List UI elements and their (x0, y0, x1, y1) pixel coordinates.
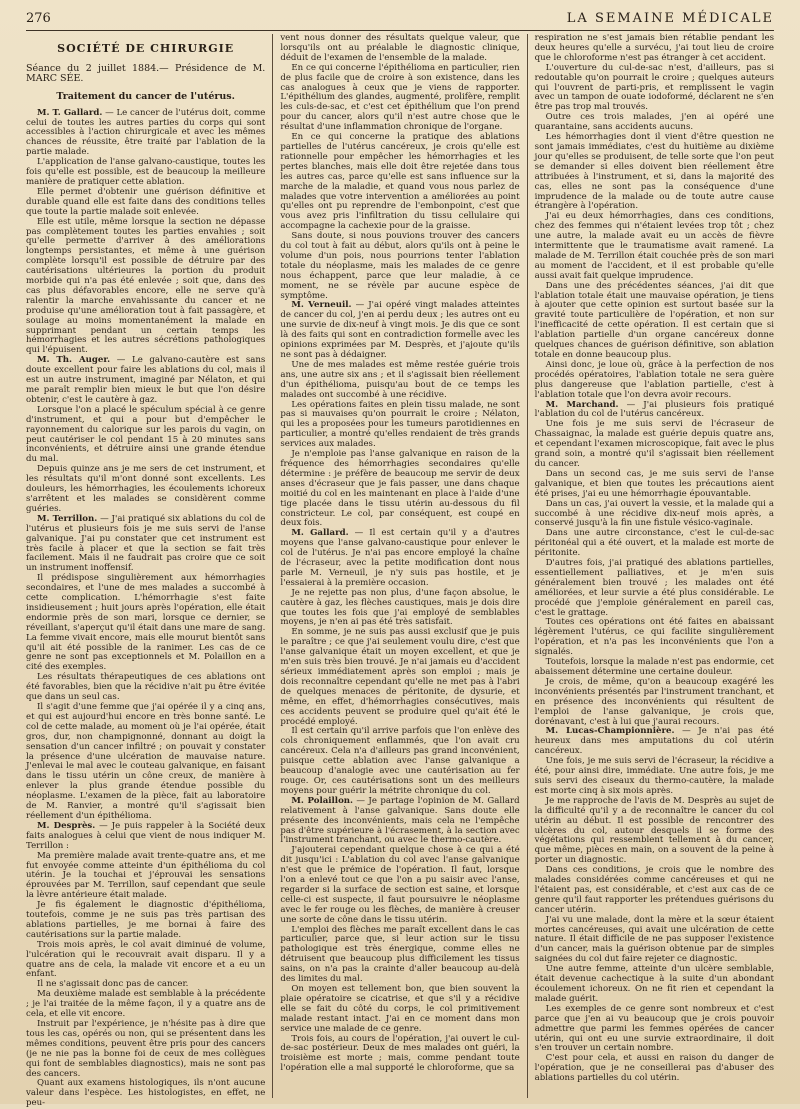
paragraph (535, 282, 774, 361)
paragraph-text: J'ai eu deux hémorrhagies, dans ces conditions, chez des femmes qui n'étaient levées trop tôt ; chez une autre, la malade avait eu un accès de fièvre intermittente que le traumatisme avait ramené. La malade de M. Terrillon était couchée près de son mari au moment de l'accident, et il est probable qu'elle aussi avait fait quelque imprudence. (534, 211, 774, 281)
speaker-name: M. Lucas-Championnière. (545, 726, 675, 737)
paragraph-text: vent nous donner des résultats quelque valeur, que lorsqu'ils ont au préalable le diagnostic clinique, déduit de l'examen de l'ensemble de la malade. (280, 33, 520, 63)
paragraph-text: — J'ai plusieurs fois pratiqué l'ablation du col de l'utérus cancéreux. (534, 399, 774, 420)
paragraph (280, 985, 519, 1035)
paragraph (26, 574, 265, 673)
paragraph-text: Depuis quinze ans je me sers de cet instrument, et les résultats qu'il m'ont donné sont excellents. Les douleurs, les hémorrhagies, les écoulements ichoreux s'arrêtent et les malades se considèrent comme guéries. (26, 464, 266, 514)
page-header (26, 6, 774, 31)
paragraph (535, 559, 774, 618)
speaker-name: M. Desprès. (37, 820, 96, 831)
paragraph-text: L'ouverture du cul-de-sac n'est, d'ailleurs, pas si redoutable qu'on pourrait le croire ; quelques auteurs qui l'ouvrent de parti-pris, et remplissent le vagin avec un tampon de ouate iodoformé, déclarent ne s'en être pas trop mal trouvés. (534, 62, 774, 113)
speaker-name: M. Marchand. (545, 399, 619, 410)
speaker-name: M. Th. Auger. (37, 355, 111, 366)
paragraph (535, 113, 774, 133)
paragraph (280, 1035, 519, 1075)
paragraph (280, 34, 519, 64)
paragraph (26, 356, 265, 406)
paragraph (26, 158, 265, 188)
paragraph (535, 916, 774, 966)
paragraph (535, 361, 774, 401)
paragraph-text: respiration ne s'est jamais bien rétablie pendant les deux heures qu'elle a survécu, j'ai tout lieu de croire que le chloroforme n'est pas étranger à cet accident. (534, 33, 774, 63)
paragraph-text: Toutes ces opérations ont été faites en abaissant légèrement l'utérus, ce qui facilite singulièrement l'opération, et n'a pas les inconvénients que l'on a signalés. (534, 617, 774, 658)
paragraph-text: Il est certain qu'il arrive parfois que l'on enlève des cols chroniquement enflammés, que l'on avait cru cancéreux. Cela n'a d'ailleurs pas grand inconvénient, puisque cette ablation avec l'anse galvanique a beaucoup d'analogie avec une cautérisation au fer rouge. Or, ces cautérisations sont un des meilleurs moyens pour guérir la métrite chronique du col. (280, 726, 520, 796)
paragraph-text: Lorsque l'on a placé le spéculum spécial à ce genre d'instrument, et qui a pour but d'empêcher le rayonnement du calorique sur les parois du vagin, on peut cautériser le col pendant 15 à 20 minutes sans inconvénients, et détruire ainsi une grande étendue du mal. (26, 404, 266, 465)
page-number: 276 (26, 10, 51, 26)
paragraph-text: D'autres fois, j'ai pratiqué des ablations partielles, essentiellement palliatives, et je m'en suis généralement bien trouvé ; les malades ont été améliorées, et leur survie a été plus considérable. Le procédé que j'emploie généralement en pareil cas, c'est le grattage. (534, 558, 774, 618)
paragraph-text: Instruit par l'expérience, je n'hésite pas à dire que tous les cas, opérés ou non, qui se présentent dans les mêmes conditions, peuvent être pris pour des cancers (je ne nie pas la bonne foi de ceux de mes collègues qui font de semblables diagnostics), mais ne sont pas des cancers. (26, 1019, 266, 1079)
paragraph-text: Sans doute, si nous pouvions trouver des cancers du col tout à fait au début, alors qu'ils ont à peine le volume d'un pois, nous pourrions tenter l'ablation totale du néoplasme, mais les malades de ce genre nous échappent, parce que leur maladie, à ce moment, ne se révèle par aucune espèce de symptôme. (280, 231, 520, 301)
article-columns (26, 33, 774, 1109)
paragraph (280, 846, 519, 925)
paragraph-text: — Le cancer de l'utérus doit, comme celui de toutes les autres parties du corps qui sont accessibles à l'action chirurgicale et avec les mêmes chances de réussite, être traité par l'ablation de la partie malade. (26, 107, 266, 158)
paragraph (535, 678, 774, 728)
paragraph-text: Je crois, de même, qu'on a beaucoup exagéré les inconvénients présentés par l'instrument tranchant, et en présence des inconvénients qui résultent de l'emploi de l'anse galvanique, je crois que, dorénavant, c'est à lui que j'aurai recours. (534, 676, 774, 727)
paragraph-text: J'ajouterai cependant quelque chose à ce qui a été dit jusqu'ici : L'ablation du col avec l'anse galvanique n'est que le prémice de l'opération. Il faut, lorsque l'on a enlevé tout ce que l'on a pu saisir avec l'anse, regarder si la surface de section est saine, et lorsque celle-ci est suspecte, il faut poursuivre le néoplasme avec le fer rouge ou les flèches, de manière à creuser une sorte de cône dans le tissu utérin. (280, 845, 520, 925)
paragraph (535, 64, 774, 114)
paragraph (280, 628, 519, 727)
column-1 (26, 34, 266, 1109)
paragraph-text: Les résultats thérapeutiques de ces ablations ont été favorables, bien que la récidive n'ait pu être évitée que dans un seul cas. (26, 672, 266, 703)
paragraph-text: Dans une des précédentes séances, j'ai dit que l'ablation totale était une mauvaise opération, je tiens à ajouter que cette opinion est surtout basée sur la gravité toute particulière de l'opération, et non sur l'inefficacité de cette opération. Il est certain que si l'ablation partielle d'un organe cancéreux donne quelques chances de guérison définitive, son ablation totale en donne beaucoup plus. (534, 280, 774, 360)
paragraph-text: Outre ces trois malades, j'en ai opéré une quarantaine, sans accidents aucuns. (534, 112, 774, 133)
paragraph (280, 529, 519, 588)
paragraph-text: En ce qui concerne la pratique des ablations partielles de l'utérus cancéreux, je crois qu'elle est rationnelle pour empêcher les hémorrhagies et les pertes blanches, mais elle doit être rejetée dans tous les autres cas, parce qu'elle est sans influence sur la marche de la maladie, et quand vous nous parlez de malades que votre intervention a améliorées au point qu'elles ont pu reprendre de l'embonpoint, c'est que vous avez pris l'infiltration du tissu cellulaire qui accompagne la cachexie pour de la graisse. (280, 132, 520, 232)
paragraph (535, 797, 774, 866)
paragraph (26, 990, 265, 1020)
speaker-name: M. Gallard. (291, 528, 349, 539)
paragraph (535, 1054, 774, 1084)
paragraph-text: Dans une autre circonstance, c'est le cul-de-sac péritonéal qui a été ouvert, et la malade est morte de péritonite. (534, 528, 774, 559)
paragraph (280, 926, 519, 985)
paragraph (280, 64, 519, 133)
paragraph-text: Il prédispose singulièrement aux hémorrhagies secondaires, et l'une de mes malades a succombé à cette complication. L'hémorrhagie s'est faite insidieusement ; huit jours après l'opération, elle était endormie près de son mari, lorsque ce dernier, se réveillant, s'aperçut qu'il était dans une mare de sang. La femme vivait encore, mais elle mourut bientôt sans qu'il ait été possible de la ranimer. Les cas de ce genre ne sont pas exceptionnels et M. Polaillon en a cité des exemples. (26, 573, 266, 673)
paragraph (535, 34, 774, 64)
paragraph (26, 822, 265, 852)
paragraph (26, 1079, 265, 1109)
paragraph-text: Toutefois, lorsque la malade n'est pas endormie, cet abaissement détermine une certaine douleur. (534, 657, 774, 677)
paragraph (535, 401, 774, 421)
paragraph (535, 470, 774, 500)
paragraph (535, 420, 774, 470)
paragraph-text: — Je partage l'opinion de M. Gallard relativement à l'anse galvanique. Sans doute elle présente des inconvénients, mais cela ne l'empêche pas d'être supérieure à l'écrasement, à la section avec l'instrument tranchant, ou avec le thermo-cautère. (280, 795, 520, 846)
speaker-name: M. Terrillon. (37, 513, 98, 524)
paragraph (280, 232, 519, 301)
paragraph (26, 406, 265, 465)
paragraph (280, 797, 519, 847)
paragraph (535, 133, 774, 212)
paragraph (535, 866, 774, 916)
paragraph-text: Dans un cas, j'ai ouvert la vessie, et la malade qui a succombé à une récidive dix-neuf mois après, a conservé jusqu'à la fin une fistule vésico-vaginale. (534, 498, 774, 529)
paragraph-text: Dans un second cas, je me suis servi de l'anse galvanique, et bien que toutes les précautions aient été prises, j'ai eu une hémorrhagie épouvantable. (534, 468, 774, 499)
paragraph (280, 401, 519, 451)
paragraph-text: Je ne rejette pas non plus, d'une façon absolue, le cautère à gaz, les flèches caustiques, mais je dois dire que toutes les fois que j'ai employé de semblables moyens, je n'en ai pas été très satisfait. (280, 587, 520, 628)
paragraph-text: Dans ces conditions, je crois que le nombre des malades considérées comme cancéreuses et qui ne l'étaient pas, est considérable, et c'est aux cas de ce genre qu'il faut rapporter les prétendues guérisons du cancer utérin. (534, 865, 774, 915)
paragraph-text: Ma deuxième malade est semblable à la précédente ; je l'ai traitée de la même façon, il y a quatre ans de cela, et elle vit encore. (26, 989, 266, 1020)
paragraph (280, 727, 519, 796)
paragraph-text: Une fois, je me suis servi de l'écraseur, la récidive a été, pour ainsi dire, immédiate. Une autre fois, je me suis servi des ciseaux du thermo-cautère, la malade est morte cinq à six mois après. (534, 756, 774, 796)
paragraph-text: L'application de l'anse galvano-caustique, toutes les fois qu'elle est possible, est de beaucoup la meilleure manière de pratiquer cette ablation. (26, 157, 266, 187)
paragraph-text: — Je n'ai pas été heureux dans mes amputations du col utérin cancéreux. (534, 726, 774, 757)
paragraph-text: Je n'emploie pas l'anse galvanique en raison de la fréquence des hémorrhagies secondaires qu'elle détermine : je préfère de beaucoup me servir de deux anses d'écraseur que je fais passer, une dans chaque moitié du col en les maintenant en place à l'aide d'une tige placée dans le tissu utérin au-dessous du fil constricteur. Le col, par conséquent, est coupé en deux fois. (280, 449, 520, 529)
paragraph (26, 673, 265, 703)
paragraph-text: C'est pour cela, et aussi en raison du danger de l'opération, que je ne conseillerai pas d'abuser des ablations partielles du col utérin. (534, 1053, 774, 1084)
paragraph (535, 212, 774, 281)
paragraph-text: Une fois je me suis servi de l'écraseur de Chassaignac, la malade est guérie depuis quatre ans, et cependant l'examen microscopique, fait avec le plus grand soin, a montré qu'il s'agissait bien réellement du cancer. (534, 419, 774, 469)
paragraph-text: — Je puis rappeler à la Société deux faits analogues à celui que vient de nous indiquer M. Terrillon : (26, 820, 266, 851)
paragraph-text: Il s'agit d'une femme que j'ai opérée il y a cinq ans, et qui est aujourd'hui encore en très bonne santé. Le col de cette malade, au moment où je l'ai opérée, était gros, dur, non champignonné, donnant au doigt la sensation d'un cancer infiltré ; on pouvait y constater la présence d'une ulcération de mauvaise nature. J'enlevai le mal avec le couteau galvanique, en faisant dans le tissu utérin un cône creux, de manière à enlever la plus grande étendue possible du néoplasme. L'examen de la pièce, fait au laboratoire de M. Ranvier, a montré qu'il s'agissait bien réellement d'un épithélioma. (26, 702, 266, 821)
paragraph (26, 515, 265, 574)
paragraph-text: Ma première malade avait trente-quatre ans, et me fut envoyée comme atteinte d'un épithélioma du col utérin. Je la touchai et j'éprouvai les sensations éprouvées par M. Terrillon, sauf cependant que seule la lèvre antérieure était malade. (26, 850, 266, 901)
paragraph (26, 1020, 265, 1079)
paragraph-text: Une de mes malades est même restée guérie trois ans, une autre six ans ; et il s'agissait bien réellement d'un épithélioma, puisqu'au bout de ce temps les malades ont succombé à une récidive. (280, 359, 520, 400)
speaker-name: M. T. Gallard. (37, 107, 103, 118)
paragraph-text: — J'ai pratiqué six ablations du col de l'utérus et plusieurs fois je me suis servi de l'anse galvanique. J'ai pu constater que cet instrument est très facile à placer et que la section se fait très facilement. Mais il ne faudrait pas croire que ce soit un instrument inoffensif. (26, 513, 266, 574)
paragraph (535, 618, 774, 658)
paragraph (26, 941, 265, 981)
paragraph-text: Il ne s'agissait donc pas de cancer. (37, 979, 189, 990)
paragraph-text: Ainsi donc, je loue où, grâce à la perfection de nos procédés opératoires, l'ablation totale ne sera guère plus dangereuse que l'ablation partielle, c'est à l'ablation totale que l'on devra avoir recours. (534, 359, 774, 400)
paragraph (280, 361, 519, 401)
paragraph (280, 589, 519, 629)
paragraph-text: L'emploi des flèches me paraît excellent dans le cas particulier, parce que, si leur action sur le tissu pathologique est très énergique, comme elles ne détruisent que beaucoup plus difficilement les tissus sains, on n'a pas la crainte d'aller beaucoup au-delà des limites du mal. (280, 924, 520, 985)
speaker-name: M. Polaillon. (291, 795, 354, 806)
paragraph (26, 703, 265, 822)
paragraph (26, 109, 265, 159)
paragraph-text: Les exemples de ce genre sont nombreux et c'est parce que j'en ai vu beaucoup que je crois pouvoir admettre que parmi les femmes opérées de cancer utérin, qui ont eu une survie extraordinaire, il doit s'en trouver un certain nombre. (534, 1003, 774, 1054)
paragraph-text: Quant aux examens histologiques, ils n'ont aucune valeur dans l'espèce. Les histologistes, en effet, ne peu- (26, 1078, 266, 1109)
article-subtitle: Traitement du cancer de l'utérus. (56, 90, 235, 102)
paragraph (535, 757, 774, 797)
column-3 (535, 34, 774, 1098)
paragraph (535, 500, 774, 530)
paragraph-text: Les hémorrhagies dont il vient d'être question ne sont jamais immédiates, c'est du huitième au dixième jour qu'elles se produisent, de telle sorte que l'on peut se demander si elles doivent bien réellement être attribuées à l'instrument, et si, dans la majorité des cas, elles ne sont pas la conséquence d'une imprudence de la malade ou de toute autre cause étrangère à l'opération. (534, 132, 774, 212)
paragraph (26, 852, 265, 902)
paragraph (26, 218, 265, 357)
paragraph (26, 465, 265, 515)
section-title: SOCIÉTÉ DE CHIRURGIE (57, 42, 235, 55)
paragraph (26, 901, 265, 941)
paragraph-text: Trois fois, au cours de l'opération, j'ai ouvert le cul-de-sac postérieur. Deux de mes malades ont guéri, la troisième est morte ; mais, comme pendant toute l'opération elle a mal supporté le chloroforme, que sa (280, 1033, 520, 1074)
paragraph-text: — J'ai opéré vingt malades atteintes de cancer du col, j'en ai perdu deux ; les autres ont eu une survie de dix-neuf à vingt mois. Je dis que ce sont là des faits qui sont en contradiction formelle avec les opinions exprimées par M. Desprès, et j'ajoute qu'ils ne sont pas à dédaigner. (280, 300, 520, 360)
paragraph (535, 529, 774, 559)
paragraph (280, 450, 519, 529)
paragraph (280, 301, 519, 360)
paragraph-text: Une autre femme, atteinte d'un ulcère semblable, était devenue cachectique à la suite d'un abondant écoulement ichoreux. On ne fit rien et cependant la malade guérit. (534, 964, 774, 1004)
paragraph-text: J'ai vu une malade, dont la mère et la sœur étaient mortes cancéreuses, qui avait une ulcération de cette nature. Il était difficile de ne pas supposer l'existence d'un cancer, mais la guérison obtenue par de simples saignées du col dut faire rejeter ce diagnostic. (534, 914, 774, 965)
paragraph-text: — Le galvano-cautère est sans doute excellent pour faire les ablations du col, mais il est un autre instrument, imaginé par Nélaton, et qui me paraît remplir bien mieux le but que l'on désire obtenir, c'est le cautère à gaz. (26, 355, 266, 405)
paragraph (535, 727, 774, 757)
paragraph (280, 133, 519, 232)
paragraph-text: Elle permet d'obtenir une guérison définitive et durable quand elle est faite dans des conditions telles que toute la partie malade soit enlevée. (26, 186, 266, 217)
column-2 (280, 34, 519, 1098)
paragraph-text: Trois mois après, le col avait diminué de volume, l'ulcération qui le recouvrait avait disparu. Il y a quatre ans de cela, la malade vit encore et a eu un enfant. (26, 939, 266, 980)
paragraph-text: Je fis également le diagnostic d'épithélioma, toutefois, comme je ne suis pas très partisan des ablations partielles, je me bornai à faire des cautérisations sur la partie malade. (26, 900, 266, 940)
paragraph-text: On moyen est tellement bon, que bien souvent la plaie opératoire se cicatrise, et que s'il y a récidive elle se fait du côté du corps, le col primitivement malade restant intact. J'ai en ce moment dans mon service une malade de ce genre. (280, 984, 520, 1034)
column-rule (527, 34, 528, 1098)
paragraph (535, 658, 774, 678)
paragraph (535, 965, 774, 1005)
paragraph-text: Je me rapproche de l'avis de M. Desprès au sujet de la difficulté qu'il y a de reconnaître le cancer du col utérin au début. Il est possible de rencontrer des ulcères du col, autour desquels il se forme des végétations qui ressemblent tellement à du cancer, que même, pièces en main, on a souvent de la peine à porter un diagnostic. (534, 795, 774, 866)
speaker-name: M. Verneuil. (291, 300, 352, 311)
paragraph-text: Elle est utile, même lorsque la section ne dépasse pas complètement toutes les parties envahies ; soit qu'elle permette d'arriver à des améliorations longtemps persistantes, et même à une guérison complète lorsqu'il est possible de détruire par des cautérisations ultérieures la portion du produit morbide qui n'a pas été enlevée ; soit que, dans des cas plus défavorables encore, elle ne serve qu'à ralentir la marche envahissante du cancer et ne produise qu'une amélioration tout à fait passagère, et soulage au moins momentanément la malade en supprimant pendant un certain temps les hémorrhagies et les autres sécrétions pathologiques qui l'épuisent. (26, 216, 266, 356)
paragraph-text: — Il est certain qu'il y a d'autres moyens que l'anse galvano-caustique pour enlever le col de l'utérus. Je n'ai pas encore employé la chaîne de l'écraseur, avec la petite modification dont nous parle M. Verneuil, je n'y suis pas hostile, et je l'essaierai à la première occasion. (280, 528, 520, 588)
paragraph-text: Les opérations faites en plein tissu malade, ne sont pas si mauvaises qu'on pourrait le croire ; Nélaton, qui les a proposées pour les tumeurs parotidiennes en particulier, a montré qu'elles rendaient de très grands services aux malades. (280, 399, 520, 450)
paragraph (535, 1005, 774, 1055)
paragraph-text: En ce qui concerne l'épithélioma en particulier, rien de plus facile que de croire à son existence, dans les cas analogues à ceux que je viens de rapporter. L'épithélium des glandes, augmenté, prolifère, remplit les culs-de-sac, et c'est cet épithélium que l'on prend pour du cancer, alors qu'il n'est autre chose que le résultat d'une inflammation chronique de l'organe. (280, 62, 520, 133)
paragraph (26, 188, 265, 218)
paragraph-text: En somme, je ne suis pas aussi exclusif que je puis le paraître ; ce que j'ai seulement voulu dire, c'est que l'anse galvanique était un moyen excellent, et que je m'en suis très bien trouvé. Je n'ai jamais eu d'accident sérieux immédiatement après son emploi ; mais je dois reconnaître cependant qu'elle ne met pas à l'abri de quelques menaces de péritonite, de dysurie, et même, en effet, d'hémorrhagies consécutives, mais ces accidents peuvent se produire quel qu'ait été le procédé employé. (280, 627, 520, 727)
journal-title: LA SEMAINE MÉDICALE (566, 10, 774, 26)
session-line: Séance du 2 juillet 1884.— Présidence de M. MARC SÉE. (26, 62, 266, 84)
column-rule (272, 34, 273, 1098)
